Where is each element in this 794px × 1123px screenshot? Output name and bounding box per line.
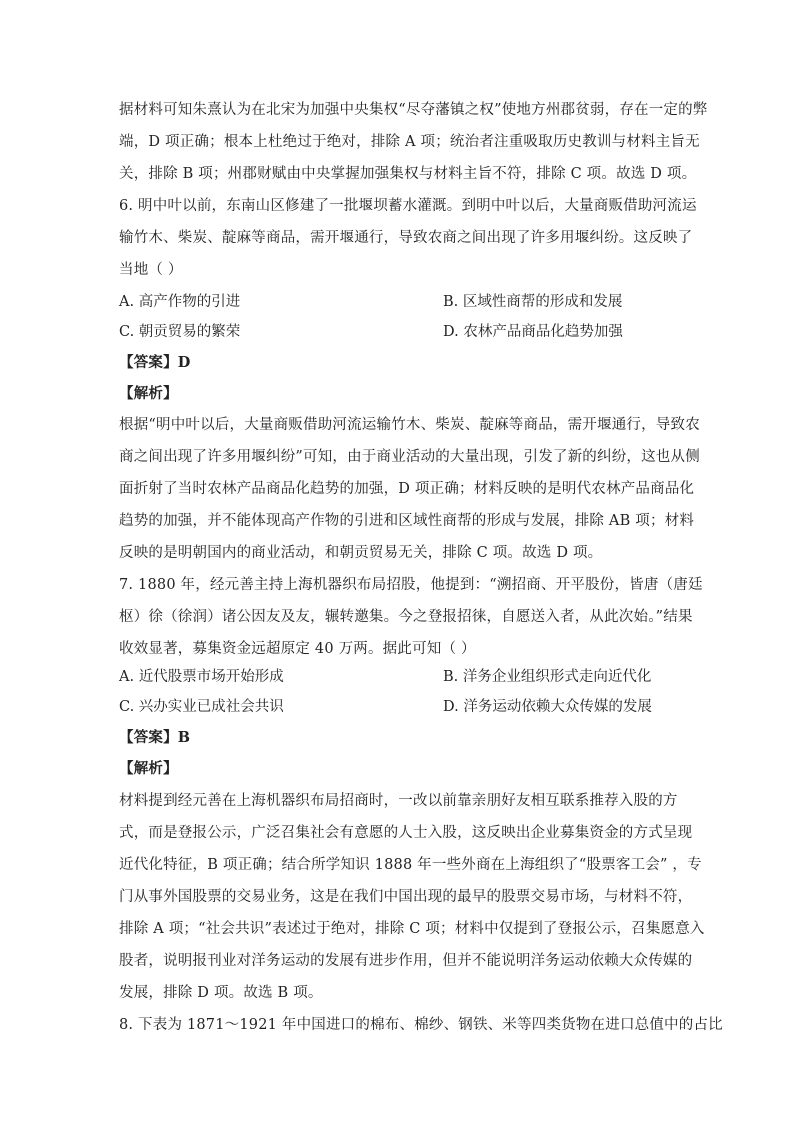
q7-analysis-line-7: 发展，排除 D 项。故选 B 项。: [119, 985, 323, 1001]
q7-option-a: A. 近代股票市场开始形成: [119, 669, 284, 685]
q7-option-d: D. 洋务运动依赖大众传媒的发展: [443, 699, 652, 715]
q7-stem-line-3: 收效显著，募集资金远超原定 40 万两。据此可知（ ）: [119, 641, 476, 657]
q7-option-c: C. 兴办实业已成社会共识: [119, 699, 284, 715]
q7-analysis-line-1: 材料提到经元善在上海机器织布局招商时，一改以前靠亲朋好友相互联系推荐入股的方: [119, 793, 678, 809]
q7-answer: 【答案】B: [119, 729, 191, 746]
q6-answer: 【答案】D: [119, 354, 191, 371]
q7-analysis-line-5: 排除 A 项；“社会共识”表述过于绝对，排除 C 项；材料中仅提到了登报公示，召集愿意入: [119, 921, 705, 937]
q8-stem-line-1: 8. 下表为 1871～1921 年中国进口的棉布、棉纱、钢铁、米等四类货物在进口总值中的占比: [119, 1017, 723, 1033]
q6-analysis-label: 【解析】: [119, 385, 178, 402]
q6-option-d: D. 农林产品商品化趋势加强: [443, 324, 623, 340]
q6-analysis-line-1: 根据“明中叶以后，大量商贩借助河流运输竹木、柴炭、靛麻等商品，需开堰通行，导致农: [119, 417, 700, 433]
q6-stem-line-1: 6. 明中叶以前，东南山区修建了一批堰坝蓄水灌溉。到明中叶以后，大量商贩借助河流运: [119, 198, 697, 214]
q6-analysis-line-2: 商之间出现了许多用堰纠纷”可知，由于商业活动的大量出现，引发了新的纠纷，这也从侧: [119, 449, 700, 465]
q5-explain-line-1: 据材料可知朱熹认为在北宋为加强中央集权“尽夺藩镇之权”使地方州郡贫弱，存在一定的弊: [119, 102, 708, 118]
q6-option-c: C. 朝贡贸易的繁荣: [119, 324, 241, 340]
q7-stem-line-1: 7. 1880 年，经元善主持上海机器织布局招股，他提到：“溯招商、开平股份，皆唐（唐廷: [119, 577, 703, 593]
q6-option-a: A. 高产作物的引进: [119, 294, 241, 310]
q5-explain-line-3: 关，排除 B 项；州郡财赋由中央掌握加强集权与材料主旨不符，排除 C 项。故选 D 项。: [119, 166, 697, 182]
q7-analysis-line-2: 式，而是登报公示，广泛召集社会有意愿的人士入股，这反映出企业募集资金的方式呈现: [119, 825, 693, 841]
q6-analysis-line-3: 面折射了当时农林产品商品化趋势的加强，D 项正确；材料反映的是明代农林产品商品化: [119, 481, 695, 497]
q6-analysis-line-4: 趋势的加强，并不能体现高产作物的引进和区域性商帮的形成与发展，排除 AB 项；材料: [119, 513, 695, 529]
q6-option-b: B. 区域性商帮的形成和发展: [443, 294, 623, 310]
q6-analysis-line-5: 反映的是明朝国内的商业活动，和朝贡贸易无关，排除 C 项。故选 D 项。: [119, 545, 603, 561]
q7-analysis-label: 【解析】: [119, 760, 178, 777]
q7-analysis-line-6: 股者，说明报刊业对洋务运动的发展有进步作用，但并不能说明洋务运动依赖大众传媒的: [119, 953, 693, 969]
q6-stem-line-2: 输竹木、柴炭、靛麻等商品，需开堰通行，导致农商之间出现了许多用堰纠纷。这反映了: [119, 230, 693, 246]
q7-stem-line-2: 枢）徐（徐润）诸公因友及友，辗转邀集。今之登报招徕，自愿送入者，从此次始。”结果: [119, 609, 693, 625]
q7-analysis-line-4: 门从事外国股票的交易业务，这是在我们中国出现的最早的股票交易市场，与材料不符，: [119, 889, 693, 905]
q7-option-b: B. 洋务企业组织形式走向近代化: [443, 669, 652, 685]
q7-analysis-line-3: 近代化特征，B 项正确；结合所学知识 1888 年一些外商在上海组织了“股票客工会” ，专: [119, 857, 702, 873]
q6-stem-line-3: 当地（ ）: [119, 262, 183, 278]
q5-explain-line-2: 端，D 项正确；根本上杜绝过于绝对，排除 A 项；统治者注重吸取历史教训与材料主旨无: [119, 134, 700, 150]
